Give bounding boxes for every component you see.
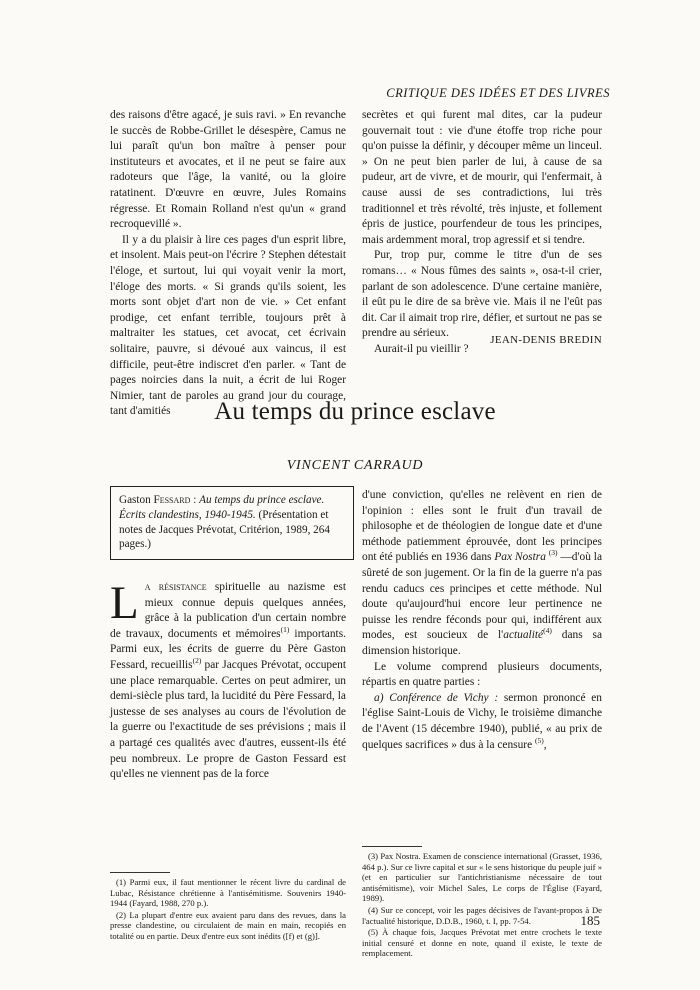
- drop-cap: L: [110, 577, 139, 629]
- reference-details: (Présentation et notes de Jacques Prévotat, Critérion, 1989, 264 pages.): [119, 508, 330, 551]
- paragraph: Aurait-il pu vieillir ?: [374, 342, 469, 355]
- footnote-ref-5: (5): [535, 735, 544, 745]
- paragraph: des raisons d'être agacé, je suis ravi. » En revanche le succès de Robbe-Grillet le désespère, Camus ne lui paraît qu'un bon maître à penser pour instituteurs et avocates, et il ne peut se faire aux radoteurs que l'âge, la vanité, ou la gloire ratatinent. D'œuvre en œuvre, Jules Romains régresse. Et Romain Rolland n'est qu'un « grand recroquevillé ».: [110, 109, 346, 231]
- opening-words: a résistance: [144, 581, 207, 593]
- footnotes-right: [362, 851, 602, 960]
- article-author: VINCENT CARRAUD: [286, 458, 424, 473]
- footnote-ref-4: (4): [543, 626, 552, 636]
- footnotes-left: [110, 877, 346, 943]
- footnote: (3) Pax Nostra. Examen de conscience international (Grasset, 1936, 464 p.). Sur ce livre capital et sur « le sens historique du peuple juif » (et en particulier sur l'antichristianisme nécessaire de tout antisémitisme), voir Michel Sales, Le corps de l'Église (Fayard, 1989).: [362, 851, 602, 904]
- paragraph-text: par Jacques Prévotat, occupent une place remarquable. Certes on peut admirer, un demi-siècle plus tard, la lucidité du Père Fessard, la justesse de ses analyses au cours de l'évolution de la guerre ou l'exactitude de ses prévisions ; mais il a partagé ces qualités avec d'autres, eussent-ils été peu nombreux. Le propre de Gaston Fessard est qu'elles ne viennent pas de la force: [110, 658, 346, 781]
- article-signature: JEAN-DENIS BREDIN: [490, 334, 602, 346]
- reference-author-first: Gaston: [119, 494, 151, 506]
- paragraph: [362, 691, 602, 753]
- book-title-inline: Pax Nostra: [494, 551, 546, 564]
- paragraph: [362, 488, 602, 660]
- footnote-ref-1: (1): [280, 624, 290, 634]
- emphasis-actualite: actualité: [503, 629, 544, 642]
- footnote-ref-3: (3): [548, 548, 558, 558]
- reference-author-last: Fessard: [153, 494, 191, 506]
- footnote: (5) À chaque fois, Jacques Prévotat met entre crochets le texte initial censuré et donne en note, quand il existe, le texte de remplacement.: [362, 927, 602, 959]
- paragraph: Le volume comprend plusieurs documents, répartis en quatre parties :: [362, 660, 602, 689]
- book-reference-box: [110, 486, 354, 560]
- page-number: 185: [580, 913, 600, 928]
- paragraph-text: spirituelle au nazisme est mieux connue depuis quelques années, grâce à la publication d'un certain nombre de travaux, documents et mémoires: [110, 581, 346, 640]
- paragraph-text: dans sa dimension historique.: [362, 629, 602, 657]
- paragraph: secrètes et qui furent mal dites, car la pudeur gouvernait tout : vie d'une étoffe trop riche pour qu'on puisse la définir, y découper même un linceul. » On ne peut bien parler de lui, à cause de sa pudeur, art de vivre, et de mourir, qui l'enfermait, à cause aussi de ses contradictions, lui très traditionnel et très révolté, très injuste, et follement épris de justice, pourfendeur de tous les principes, mais ardemment moral, trop agressif et si tendre.: [362, 109, 602, 246]
- reference-separator: :: [190, 494, 200, 506]
- paragraph: Pur, trop pur, comme le titre d'un de ses romans… « Nous fûmes des saints », osa-t-il crier, parlant de son adolescence. D'une certaine manière, il eût pu le dire de sa brève vie. Mais il ne l'eût pas dit. Car il aimait trop rire, défier, et surtout ne pas se prendre au sérieux.: [362, 249, 602, 340]
- paragraph-text: sermon prononcé en l'église Saint-Louis de Vichy, le troisième dimanche de l'Avent (15 décembre 1940), publié, « au prix de quelques sacrifices » dus à la censure: [362, 691, 602, 751]
- article-title: Au temps du prince esclave: [214, 398, 496, 425]
- paragraph-text: ,: [543, 738, 547, 751]
- footnote: (1) Parmi eux, il faut mentionner le récent livre du cardinal de Lubac, Résistance chrétienne à l'antisémitisme. Souvenirs 1940-1944 (Fayard, 1988, 270 p.).: [110, 877, 346, 909]
- paragraph-text: —d'où la sûreté de son jugement. Or la fin de la guerre n'a pas rendu caducs ces principes et cette méthode. Nul doute qu'aujourd'hui encore leur pertinence ne puisse les rendre féconds pour qui, indifférent aux modes, est soucieux de l': [362, 551, 603, 642]
- paragraph-text: d'une conviction, qu'elles ne relèvent en rien de l'opinion : elles sont le fruit d'un travail de philosophe et de théologien de longue date et d'une méthode patiemment éprouvée, dont les principes ont été publiés en 1936 dans: [362, 489, 602, 564]
- paragraph: Il y a du plaisir à lire ces pages d'un esprit libre, et insolent. Mais peut-on l'écrire ? Stephen détestait l'éloge, et surtout, lui qui voyait venir la mort, l'éloge des morts. « Si grands qu'ils soient, les morts sont objet d'art non de vie. » Cet enfant prodige, cet enfant terrible, toujours prêt à maltraiter les statues, cet avocat, cet écrivain solitaire, pauvre, si dévoué aux vaincus, il est difficile, peut-être indiscret d'en parler. « Tant de pages noircies dans la nuit, a écrit de lui Roger Nimier, tant de paroles au grand jour du courage, tant d'amitiés: [110, 233, 346, 418]
- section-label: a) Conférence de Vichy :: [374, 691, 499, 704]
- footnote-rule-right: [362, 846, 422, 847]
- footnote-ref-2: (2): [192, 656, 202, 666]
- article-left-column: [110, 577, 346, 783]
- previous-article-left-column: [110, 108, 346, 420]
- footnote-rule-left: [110, 872, 170, 873]
- footnote: (2) La plupart d'entre eux avaient paru dans des revues, dans la presse clandestine, ou circulaient de main en main, recopiés en totalité ou en partie. Deux d'entre eux sont inédits ([f) et (g)].: [110, 909, 346, 941]
- reference-book-title: Au temps du prince esclave. Écrits clandestins, 1940-1945.: [119, 494, 325, 521]
- paragraph-text: importants. Parmi eux, les écrits de guerre du Père Gaston Fessard, recueillis: [110, 627, 346, 671]
- opening-paragraph: [110, 577, 346, 783]
- footnote: (4) Sur ce concept, voir les pages décisives de l'avant-propos à De l'actualité historique, D.D.B., 1960, t. I, pp. 7-54.: [362, 904, 602, 926]
- article-right-column: [362, 488, 602, 753]
- previous-article-right-column: [362, 108, 602, 358]
- running-head: CRITIQUE DES IDÉES ET DES LIVRES: [386, 86, 610, 100]
